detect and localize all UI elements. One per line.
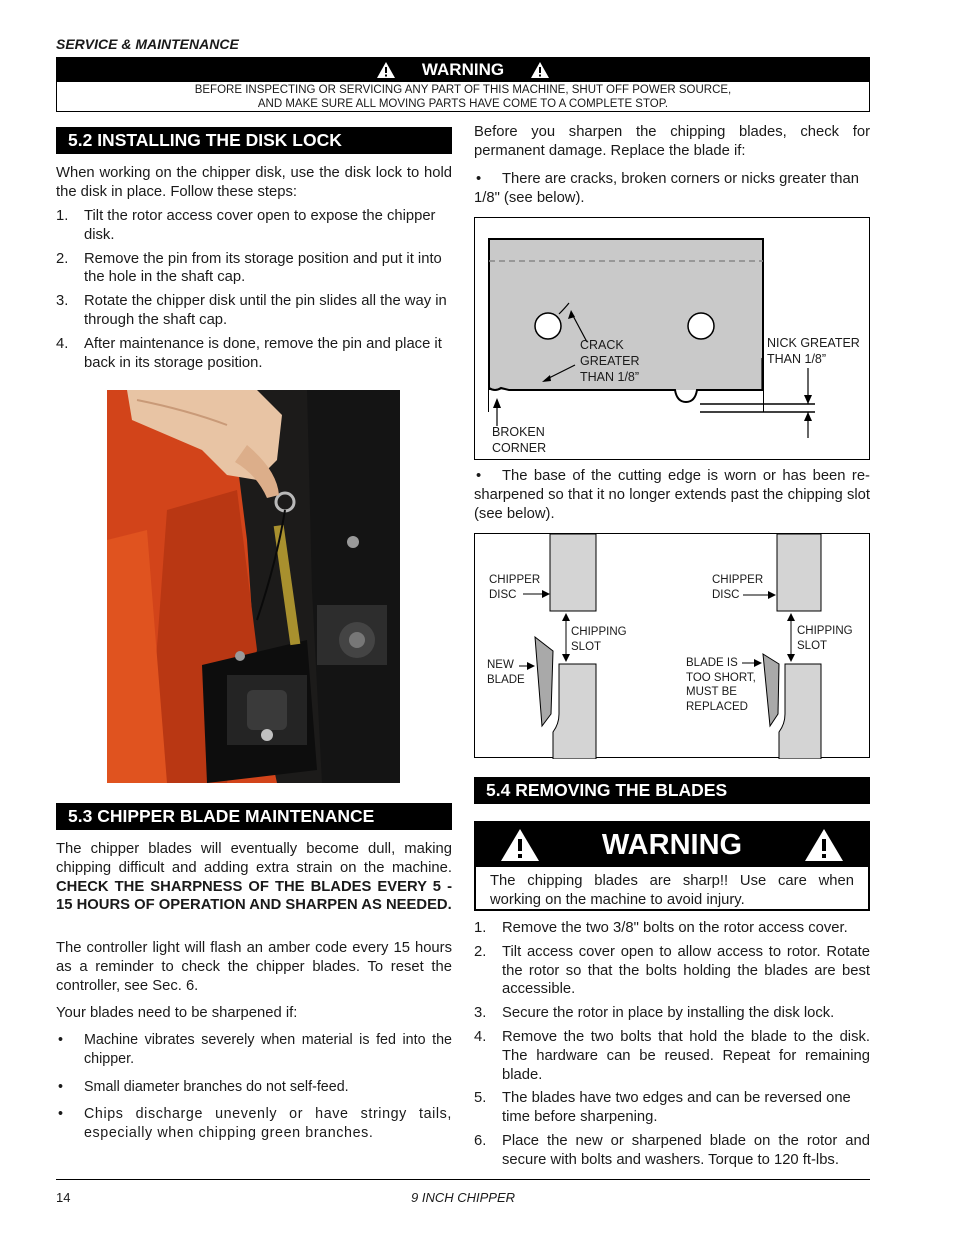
- chipping-slot-figure: [474, 533, 870, 758]
- blade-warning-box: [474, 821, 870, 911]
- list-item: 2. Tilt access cover open to allow access to rotor. Rotate the rotor so that the bolts holding the blades are best accessible.: [474, 943, 870, 998]
- section-heading-5-3: 5.3 CHIPPER BLADE MAINTENANCE: [56, 803, 452, 830]
- sec53-paragraph-2: The controller light will flash an amber code every 15 hours as a reminder to check the chipper blades. To reset the controller, see Sec. 6.: [56, 940, 452, 994]
- list-item: 3. Rotate the chipper disk until the pin slides all the way in through the shaft cap.: [56, 293, 447, 328]
- sec53-paragraph-1: The chipper blades will eventually become dull, making chipping difficult and adding extra strain on the machine. CHECK THE SHARPNESS OF THE BLADES EVERY 5 - 15 HOURS OF OPERATION AND SHARPEN AS NEEDED.: [56, 841, 452, 914]
- list-item: 4. Remove the two bolts that hold the blade to the disk. The hardware can be reused. Repeat for remaining blade.: [474, 1028, 870, 1083]
- page-number: 14: [56, 1190, 71, 1205]
- right-chipping-slot-label: CHIPPING SLOT: [797, 625, 853, 652]
- warning-triangle-icon: [804, 828, 844, 862]
- sec52-steps: [56, 207, 452, 372]
- sec54-steps: [474, 919, 870, 1170]
- blade-damage-bullet-2: • The base of the cutting edge is worn or has been re-sharpened so that it no longer extends past the chipping slot (see below).: [474, 468, 870, 522]
- list-item: • Machine vibrates severely when material is fed into the chipper.: [58, 1032, 452, 1067]
- list-item: 2. Remove the pin from its storage position and put it into the hole in the shaft cap.: [56, 250, 442, 286]
- list-item: 1. Tilt the rotor access cover open to expose the chipper disk.: [56, 208, 436, 243]
- list-item: 6. Place the new or sharpened blade on the rotor and secure with bolts and washers. Torque to 120 ft-lbs.: [474, 1132, 870, 1168]
- broken-corner-label: BROKEN CORNER: [492, 425, 547, 455]
- right-chipper-disc-label: CHIPPER DISC: [712, 574, 764, 601]
- list-item: 4. After maintenance is done, remove the pin and place it back in its storage position.: [56, 335, 442, 371]
- top-warning-title: WARNING: [421, 60, 505, 79]
- list-item: • Chips discharge unevenly or have stringy tails, especially when chipping green branches.: [58, 1106, 452, 1142]
- footer-title: 9 INCH CHIPPER: [410, 1190, 516, 1205]
- warning-triangle-icon: [376, 61, 396, 79]
- crack-label: CRACK GREATER THAN 1/8”: [580, 338, 640, 384]
- warning-triangle-icon: [500, 828, 540, 862]
- top-warning-box: [56, 57, 870, 112]
- top-warning-line-2: AND MAKE SURE ALL MOVING PARTS HAVE COME TO A COMPLETE STOP.: [257, 98, 669, 110]
- blade-warning-bar: [476, 823, 868, 867]
- left-chipper-disc-label: CHIPPER DISC: [489, 574, 541, 601]
- left-chipping-slot-label: CHIPPING SLOT: [571, 626, 627, 653]
- nick-label: NICK GREATER THAN 1/8”: [767, 336, 860, 366]
- sec53-bullets: [56, 1031, 452, 1143]
- top-warning-line-1: BEFORE INSPECTING OR SERVICING ANY PART OF THIS MACHINE, SHUT OFF POWER SOURCE,: [194, 84, 732, 96]
- new-blade-label: NEW BLADE: [487, 659, 525, 686]
- blade-warning-title: WARNING: [601, 828, 743, 861]
- sec53-paragraph-3: Your blades need to be sharpened if:: [56, 1005, 298, 1021]
- short-blade-label: BLADE IS TOO SHORT, MUST BE REPLACED: [686, 657, 756, 713]
- list-item: 5. The blades have two edges and can be reversed one time before sharpening.: [474, 1090, 851, 1126]
- blade-damage-intro: Before you sharpen the chipping blades, check for permanent damage. Replace the blade if:: [474, 124, 870, 159]
- warning-triangle-icon: [530, 61, 550, 79]
- list-item: 1. Remove the two 3/8" bolts on the rotor access cover.: [474, 920, 848, 936]
- blade-damage-bullet-1: • There are cracks, broken corners or nicks greater than 1/8" (see below).: [474, 171, 859, 206]
- list-item: • Small diameter branches do not self-feed.: [58, 1078, 349, 1095]
- section-heading-5-4: 5.4 REMOVING THE BLADES: [474, 777, 870, 804]
- blade-damage-figure: [474, 217, 870, 460]
- disk-lock-photo: [107, 390, 400, 783]
- footer-rule: [56, 1179, 870, 1180]
- top-warning-bar: [57, 58, 869, 82]
- list-item: 3. Secure the rotor in place by installing the disk lock.: [474, 1005, 835, 1022]
- page-header-title: SERVICE & MAINTENANCE: [56, 36, 239, 52]
- sec52-intro: When working on the chipper disk, use the disk lock to hold the disk in place. Follow these steps:: [56, 165, 452, 200]
- blade-warning-text: The chipping blades are sharp!! Use care when working on the machine to avoid injury.: [490, 873, 854, 908]
- section-heading-5-2: 5.2 INSTALLING THE DISK LOCK: [56, 127, 452, 154]
